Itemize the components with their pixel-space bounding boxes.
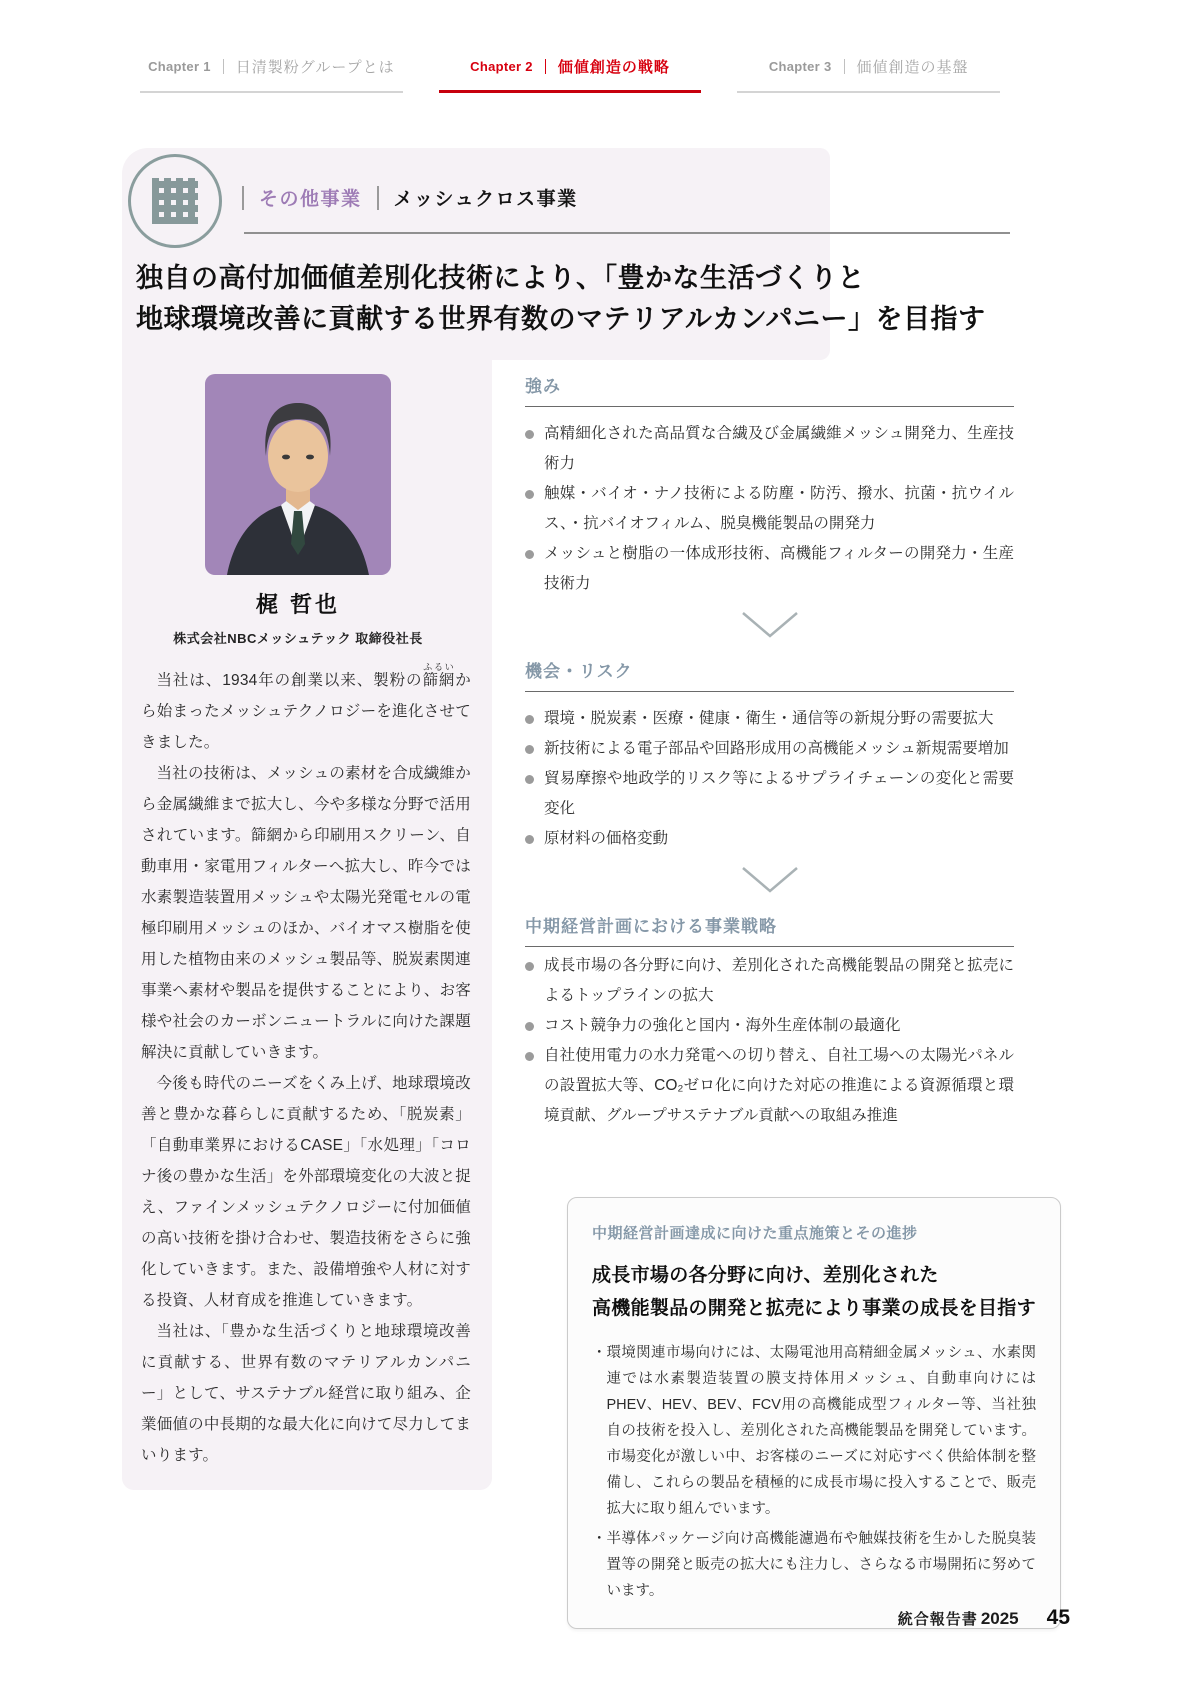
bullet-dot-icon bbox=[525, 835, 534, 844]
bullet-dot-icon bbox=[525, 715, 534, 724]
business-category: その他事業 bbox=[259, 189, 362, 210]
list-item-text: メッシュと樹脂の一体成形技術、高機能フィルターの開発力・生産技術力 bbox=[544, 545, 1014, 592]
list-item-text: 半導体パッケージ向け高機能濾過布や触媒技術を生かした脱臭装置等の開発と販売の拡大にも注力し、さらなる市場開拓に努めています。 bbox=[606, 1531, 1036, 1599]
list-item-text: 新技術による電子部品や回路形成用の高機能メッシュ新規需要増加 bbox=[544, 740, 1009, 757]
message-paragraph: 当社の技術は、メッシュの素材を合成繊維から金属繊維まで拡大し、今や多様な分野で活用されています。篩網から印刷用スクリーン、自動車用・家電用フィルターへ拡大し、昨今では水素製造装置用メッシュや太陽光発電セルの電極印刷用メッシュのほか、バイオマス樹脂を使用した植物由来のメッシュ製品等、脱炭素関連事業へ素材や製品を提供することにより、お客様や社会のカーボンニュートラルに向けた課題解決に貢献していきます。 bbox=[141, 765, 471, 1061]
ruby-text: ふるい bbox=[422, 662, 455, 672]
chapter-title: 価値創造の戦略 bbox=[557, 59, 670, 76]
initiatives-list bbox=[592, 1340, 1036, 1604]
initiatives-box bbox=[567, 1197, 1061, 1629]
business-badge-circle bbox=[128, 154, 222, 248]
list-item bbox=[525, 539, 1014, 599]
list-item bbox=[592, 1340, 1036, 1522]
message-paragraph bbox=[141, 662, 471, 758]
bullet-dot-icon bbox=[525, 775, 534, 784]
bullet-marker: ・ bbox=[592, 1345, 607, 1361]
list-item bbox=[525, 1011, 1014, 1041]
list-item bbox=[525, 734, 1014, 764]
ruby-base: 篩網 bbox=[422, 672, 456, 689]
initiatives-box-heading bbox=[592, 1259, 1036, 1325]
list-item bbox=[525, 1041, 1014, 1131]
initiatives-box-label: 中期経営計画達成に向けた重点施策とその進捗 bbox=[592, 1225, 918, 1242]
page-title-line1: 独自の高付加価値差別化技術により、「豊かな生活づくりと bbox=[136, 263, 865, 293]
executive-name: 梶 哲也 bbox=[255, 592, 341, 617]
chevron-down-icon bbox=[525, 611, 1014, 639]
bullet-dot-icon bbox=[525, 962, 534, 971]
bullet-dot-icon bbox=[525, 745, 534, 754]
chapter-tab-3[interactable] bbox=[737, 56, 1000, 93]
bullet-dot-icon bbox=[525, 1022, 534, 1031]
portrait-photo bbox=[205, 374, 391, 575]
divider bbox=[377, 186, 379, 210]
chapter-label: Chapter 3 bbox=[768, 59, 832, 74]
opportunities-risks-heading: 機会・リスク bbox=[525, 657, 1014, 692]
list-item-text: 自社使用電力の水力発電への切り替え、自社工場への太陽光パネルの設置拡大等、CO₂ゼロ化に向けた対応の推進による資源循環と環境貢献、グループサステナブル貢献への取組み推進 bbox=[544, 1047, 1014, 1124]
list-item bbox=[525, 764, 1014, 824]
mesh-grid-icon bbox=[152, 178, 198, 224]
executive-message bbox=[141, 662, 471, 1471]
executive-position: 株式会社NBCメッシュテック 取締役社長 bbox=[173, 631, 423, 646]
message-paragraph: 今後も時代のニーズをくみ上げ、地球環境改善と豊かな暮らしに貢献するため、「脱炭素」「自動車業界におけるCASE」「水処理」「コロナ後の豊かな生活」を外部環境変化の大波と捉え、ファインメッシュテクノロジーに付加価値の高い技術を掛け合わせ、製造技術をさらに強化していきます。また、設備増強や人材に対する投資、人材育成を推進していきます。 bbox=[141, 1075, 471, 1309]
page-number: 45 bbox=[1046, 1606, 1070, 1629]
page-title bbox=[136, 258, 1036, 340]
divider bbox=[545, 59, 546, 74]
report-title: 統合報告書 bbox=[897, 1611, 978, 1628]
bullet-dot-icon bbox=[525, 550, 534, 559]
list-item bbox=[525, 704, 1014, 734]
bullet-dot-icon bbox=[525, 1052, 534, 1061]
chapter-nav bbox=[140, 56, 1000, 93]
section-underline bbox=[244, 232, 1010, 234]
list-item-text: 高精細化された高品質な合繊及び金属繊維メッシュ開発力、生産技術力 bbox=[544, 425, 1014, 472]
list-item-text: 原材料の価格変動 bbox=[544, 830, 669, 847]
list-item bbox=[525, 419, 1014, 479]
list-item bbox=[592, 1526, 1036, 1604]
bullet-dot-icon bbox=[525, 490, 534, 499]
page-footer bbox=[898, 1606, 1070, 1630]
bullet-dot-icon bbox=[525, 430, 534, 439]
list-item-text: 貿易摩擦や地政学的リスク等によるサプライチェーンの変化と需要変化 bbox=[544, 770, 1014, 817]
list-item-text: 環境関連市場向けには、太陽電池用高精細金属メッシュ、水素関連では水素製造装置の膜支持体用メッシュ、自動車向けにはPHEV、HEV、BEV、FCV用の高機能成型フィルター等、当社独自の技術を投入し、差別化された高機能製品を開発しています。市場変化が激しい中、お客様のニーズに対応すべく供給体制を整備し、これらの製品を積極的に成長市場に投入することで、販売拡大に取り組んでいます。 bbox=[606, 1345, 1036, 1517]
message-text: から始まったメッシュテクノロジーを進化させてきました。 bbox=[141, 672, 471, 751]
chapter-tab-1[interactable] bbox=[140, 56, 403, 93]
section-label bbox=[242, 184, 578, 211]
portrait-illustration bbox=[205, 374, 391, 575]
strengths-list bbox=[525, 419, 1014, 599]
list-item-text: 環境・脱炭素・医療・健康・衛生・通信等の新規分野の需要拡大 bbox=[544, 710, 994, 727]
message-paragraph: 当社は、「豊かな生活づくりと地球環境改善に貢献する、世界有数のマテリアルカンパニー」として、サステナブル経営に取り組み、企業価値の中長期的な最大化に向けて尽力してまいります。 bbox=[141, 1323, 471, 1464]
list-item-text: コスト競争力の強化と国内・海外生産体制の最適化 bbox=[544, 1017, 901, 1034]
report-year: 2025 bbox=[980, 1609, 1019, 1628]
business-strategy-heading: 中期経営計画における事業戦略 bbox=[525, 912, 1014, 947]
list-item-text: 触媒・バイオ・ナノ技術による防塵・防汚、撥水、抗菌・抗ウイルス、・抗バイオフィルム、脱臭機能製品の開発力 bbox=[544, 485, 1014, 532]
chevron-down-icon bbox=[525, 866, 1014, 894]
list-item bbox=[525, 479, 1014, 539]
chapter-label: Chapter 1 bbox=[148, 59, 211, 74]
divider bbox=[242, 186, 244, 210]
business-name: メッシュクロス事業 bbox=[393, 189, 578, 210]
chapter-title: 価値創造の基盤 bbox=[856, 59, 969, 76]
opportunities-risks-list bbox=[525, 704, 1014, 854]
page-title-line2: 地球環境改善に貢献する世界有数のマテリアルカンパニー」を目指す bbox=[136, 304, 986, 334]
ruby-annotation bbox=[422, 662, 456, 689]
bullet-marker: ・ bbox=[592, 1531, 607, 1547]
business-strategy-list bbox=[525, 951, 1014, 1131]
message-text: 当社は、1934年の創業以来、製粉の bbox=[156, 672, 423, 689]
right-column bbox=[525, 372, 1014, 1131]
initiatives-heading-line2: 高機能製品の開発と拡売により事業の成長を目指す bbox=[592, 1298, 1036, 1319]
chapter-title: 日清製粉グループとは bbox=[235, 59, 395, 76]
list-item bbox=[525, 824, 1014, 854]
strengths-heading: 強み bbox=[525, 372, 1014, 407]
list-item-text: 成長市場の各分野に向け、差別化された高機能製品の開発と拡売によるトップラインの拡大 bbox=[544, 957, 1014, 1004]
list-item bbox=[525, 951, 1014, 1011]
divider bbox=[223, 59, 224, 74]
chapter-tab-2-active[interactable] bbox=[439, 56, 702, 93]
chapter-label: Chapter 2 bbox=[470, 59, 533, 74]
divider bbox=[844, 59, 845, 74]
initiatives-heading-line1: 成長市場の各分野に向け、差別化された bbox=[592, 1265, 939, 1286]
